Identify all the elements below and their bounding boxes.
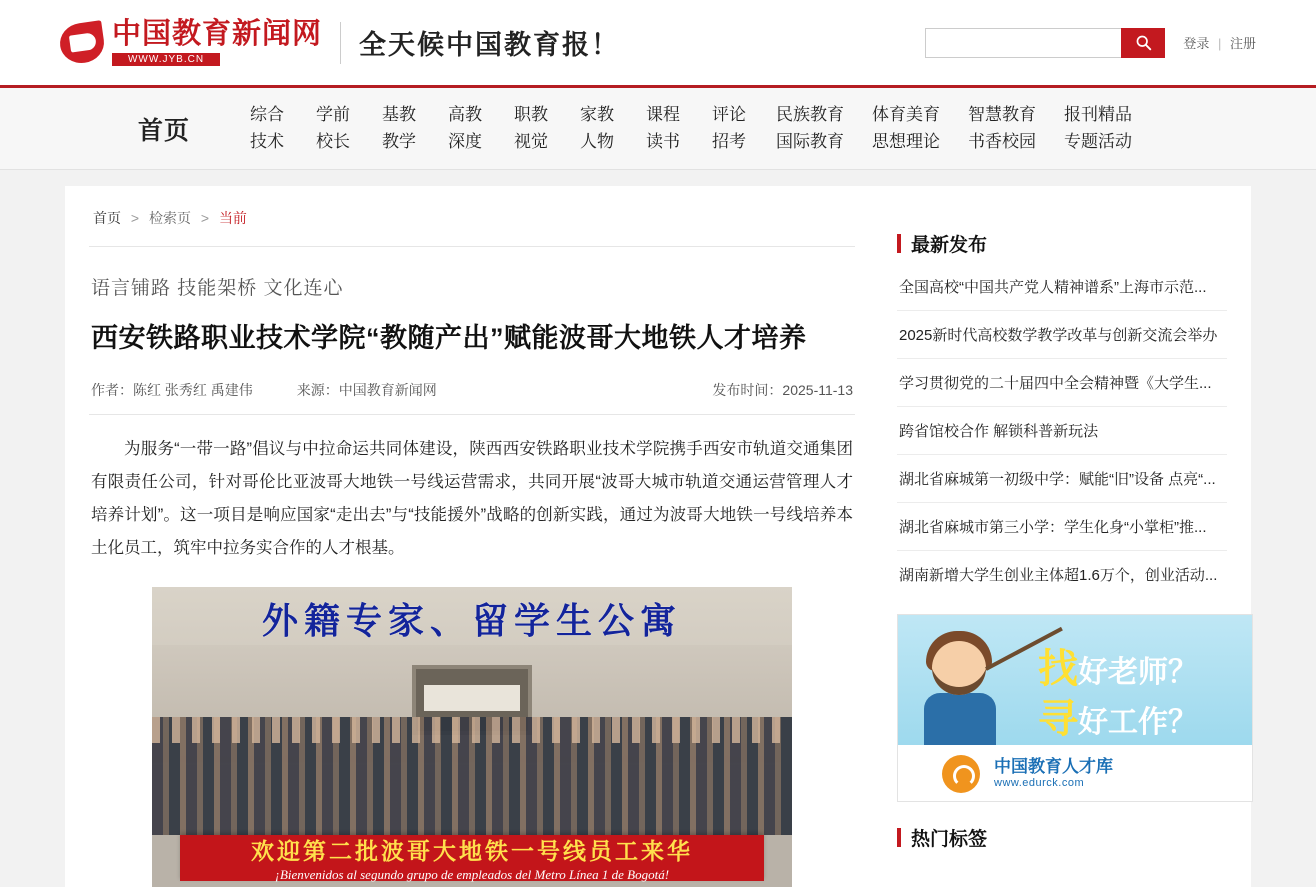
- nav-item-3[interactable]: [432, 102, 498, 155]
- photo-red-banner: [180, 835, 764, 881]
- nav-item-6[interactable]: [630, 102, 696, 155]
- meta-author-label: 作者：: [91, 382, 133, 399]
- main-nav: [0, 88, 1316, 170]
- list-item[interactable]: 跨省馆校合作 解锁科普新玩法: [897, 407, 1227, 455]
- nav-item-5-line2: 人物: [580, 131, 615, 151]
- meta-source: [297, 380, 437, 400]
- nav-item-5[interactable]: [564, 102, 630, 155]
- nav-item-11[interactable]: [1050, 102, 1146, 155]
- breadcrumb-search-page[interactable]: 检索页: [148, 210, 191, 226]
- breadcrumb-divider: [89, 246, 855, 247]
- nav-item-3-line2: 深度: [448, 131, 483, 151]
- nav-item-6-line1: 课程: [646, 105, 681, 125]
- search-input[interactable]: [925, 28, 1121, 58]
- search-box[interactable]: [925, 28, 1165, 58]
- photo-red-banner-es: ¡Bienvenidos al segundo grupo de empleados del Metro Línea 1 de Bogotá!: [274, 867, 670, 883]
- meta-authors: [91, 380, 253, 400]
- nav-items: [234, 102, 1146, 155]
- list-item[interactable]: 学习贯彻党的二十届四中全会精神暨《大学生...: [897, 359, 1227, 407]
- photo-crowd: [152, 717, 792, 835]
- photo-top-banner-text: 外籍专家、留学生公寓: [261, 601, 682, 642]
- nav-item-9[interactable]: [858, 102, 954, 155]
- list-item[interactable]: 全国高校“中国共产党人精神谱系”上海市示范...: [897, 263, 1227, 311]
- ad-brand-url: www.edurck.com: [994, 776, 1085, 789]
- sidebar-tags-title-text: 热门标签: [911, 829, 988, 850]
- nav-item-7-line1: 评论: [712, 105, 747, 125]
- site-logo[interactable]: [60, 19, 322, 65]
- site-slogan: 全天候中国教育报！: [359, 30, 621, 60]
- ad-line-2: [1038, 687, 1198, 744]
- nav-item-7-line2: 招考: [712, 131, 747, 151]
- ad-line-1-rest: 好老师？: [1078, 656, 1198, 689]
- ad-line-1: [1038, 637, 1198, 694]
- meta-source-label: 来源：: [296, 382, 339, 399]
- photo-red-banner-cn: 欢迎第二批波哥大地铁一号线员工来华: [251, 839, 693, 865]
- ad-line-1-big: 找: [1038, 646, 1078, 691]
- sidebar-latest-title: [897, 230, 1227, 257]
- page-title: 西安铁路职业技术学院“教随产出”赋能波哥大地铁人才培养: [91, 323, 807, 353]
- logo-mark-icon: [60, 21, 106, 65]
- nav-item-9-line1: 体育美育: [872, 105, 941, 125]
- logo-divider: [340, 22, 341, 64]
- nav-item-9-line2: 思想理论: [872, 131, 941, 151]
- nav-item-7[interactable]: [696, 102, 762, 155]
- title-accent-bar-icon: [897, 828, 901, 847]
- meta-publish-date: 2025-11-13: [782, 382, 853, 399]
- nav-item-home[interactable]: 首页: [138, 116, 191, 145]
- page-container: [65, 186, 1251, 887]
- meta-publish: [712, 380, 853, 400]
- search-icon: [1135, 34, 1152, 51]
- ad-line-2-rest: 好工作？: [1078, 706, 1198, 739]
- nav-item-10-line1: 智慧教育: [968, 105, 1037, 125]
- ad-footer: [898, 745, 1252, 801]
- nav-item-0-line1: 综合: [250, 105, 285, 125]
- ad-teacher-head-icon: [932, 641, 986, 695]
- title-accent-bar-icon: [897, 234, 901, 253]
- article-column: [89, 208, 879, 887]
- nav-item-8-line2: 国际教育: [776, 131, 845, 151]
- nav-item-5-line1: 家教: [580, 105, 615, 125]
- sidebar-ad-banner[interactable]: [897, 614, 1253, 802]
- breadcrumb-sep-2: >: [200, 210, 210, 226]
- nav-item-1-line1: 学前: [316, 105, 351, 125]
- nav-item-10-line2: 书香校园: [968, 131, 1037, 151]
- list-item[interactable]: 湖南新增大学生创业主体超1.6万个，创业活动...: [899, 567, 1218, 584]
- article-photo: [152, 587, 792, 887]
- header-right: [925, 28, 1256, 58]
- meta-source-value: 中国教育新闻网: [338, 382, 437, 399]
- logo-url: WWW.JYB.CN: [112, 53, 220, 66]
- nav-item-2[interactable]: [366, 102, 432, 155]
- ad-brand: [994, 756, 1113, 791]
- search-button[interactable]: [1121, 28, 1165, 58]
- nav-item-4-line1: 职教: [514, 105, 549, 125]
- ad-brand-name: 中国教育人才库: [994, 756, 1113, 776]
- article-meta: [89, 380, 855, 400]
- nav-item-0[interactable]: [234, 102, 300, 155]
- article-paragraph-1: 为服务“一带一路”倡议与中拉命运共同体建设，陕西西安铁路职业技术学院携手西安市轨道交通集团有限责任公司，针对哥伦比亚波哥大地铁一号线运营需求，共同开展“波哥大城市轨道交通运营管理人才培养计划”。这一项目是响应国家“走出去”与“技能援外”战略的创新实践，通过为波哥大地铁一号线培养本土化员工，筑牢中拉务实合作的人才根基。: [91, 440, 853, 558]
- nav-item-2-line1: 基教: [382, 105, 417, 125]
- ad-line-2-big: 寻: [1038, 696, 1078, 741]
- auth-separator: |: [1217, 36, 1222, 51]
- nav-item-4-line2: 视觉: [514, 131, 549, 151]
- auth-links: [1183, 33, 1256, 52]
- nav-item-8[interactable]: [762, 102, 858, 155]
- breadcrumb-current: 当前: [218, 210, 247, 226]
- meta-author-value: 陈红 张秀红 禹建伟: [133, 382, 253, 399]
- nav-item-0-line2: 技术: [250, 131, 285, 151]
- meta-publish-label: 发布时间：: [712, 382, 783, 399]
- ad-brand-logo-icon: [942, 755, 980, 793]
- breadcrumb-sep-1: >: [130, 210, 140, 226]
- logo-title: 中国教育新闻网: [112, 18, 323, 51]
- nav-item-1[interactable]: [300, 102, 366, 155]
- register-link[interactable]: 注册: [1229, 36, 1256, 51]
- meta-divider: [89, 414, 855, 415]
- sidebar-latest-list: [897, 263, 1227, 598]
- article-kicker: 语言铺路 技能架桥 文化连心: [91, 278, 344, 299]
- nav-item-2-line2: 教学: [382, 131, 417, 151]
- list-item[interactable]: 湖北省麻城第一初级中学：赋能“旧”设备 点亮“...: [897, 455, 1227, 503]
- nav-item-11-line2: 专题活动: [1064, 131, 1133, 151]
- nav-item-1-line2: 校长: [316, 131, 351, 151]
- logo-text: [112, 19, 322, 65]
- sidebar-latest-title-text: 最新发布: [911, 235, 988, 256]
- nav-item-10[interactable]: [954, 102, 1050, 155]
- list-item[interactable]: 湖北省麻城市第三小学：学生化身“小掌柜”推...: [897, 503, 1227, 551]
- article-body: [89, 433, 855, 565]
- breadcrumb-home[interactable]: 首页: [93, 210, 121, 226]
- login-link[interactable]: 登录: [1183, 36, 1210, 51]
- sidebar: [879, 208, 1227, 887]
- nav-item-8-line1: 民族教育: [776, 105, 845, 125]
- nav-item-6-line2: 读书: [646, 131, 681, 151]
- breadcrumb: [89, 208, 855, 228]
- site-header: [0, 0, 1316, 88]
- sidebar-tags-title: [897, 824, 1227, 851]
- nav-item-11-line1: 报刊精品: [1064, 105, 1133, 125]
- list-item[interactable]: 2025新时代高校数学教学改革与创新交流会举办: [897, 311, 1227, 359]
- nav-item-3-line1: 高教: [448, 105, 483, 125]
- nav-item-4[interactable]: [498, 102, 564, 155]
